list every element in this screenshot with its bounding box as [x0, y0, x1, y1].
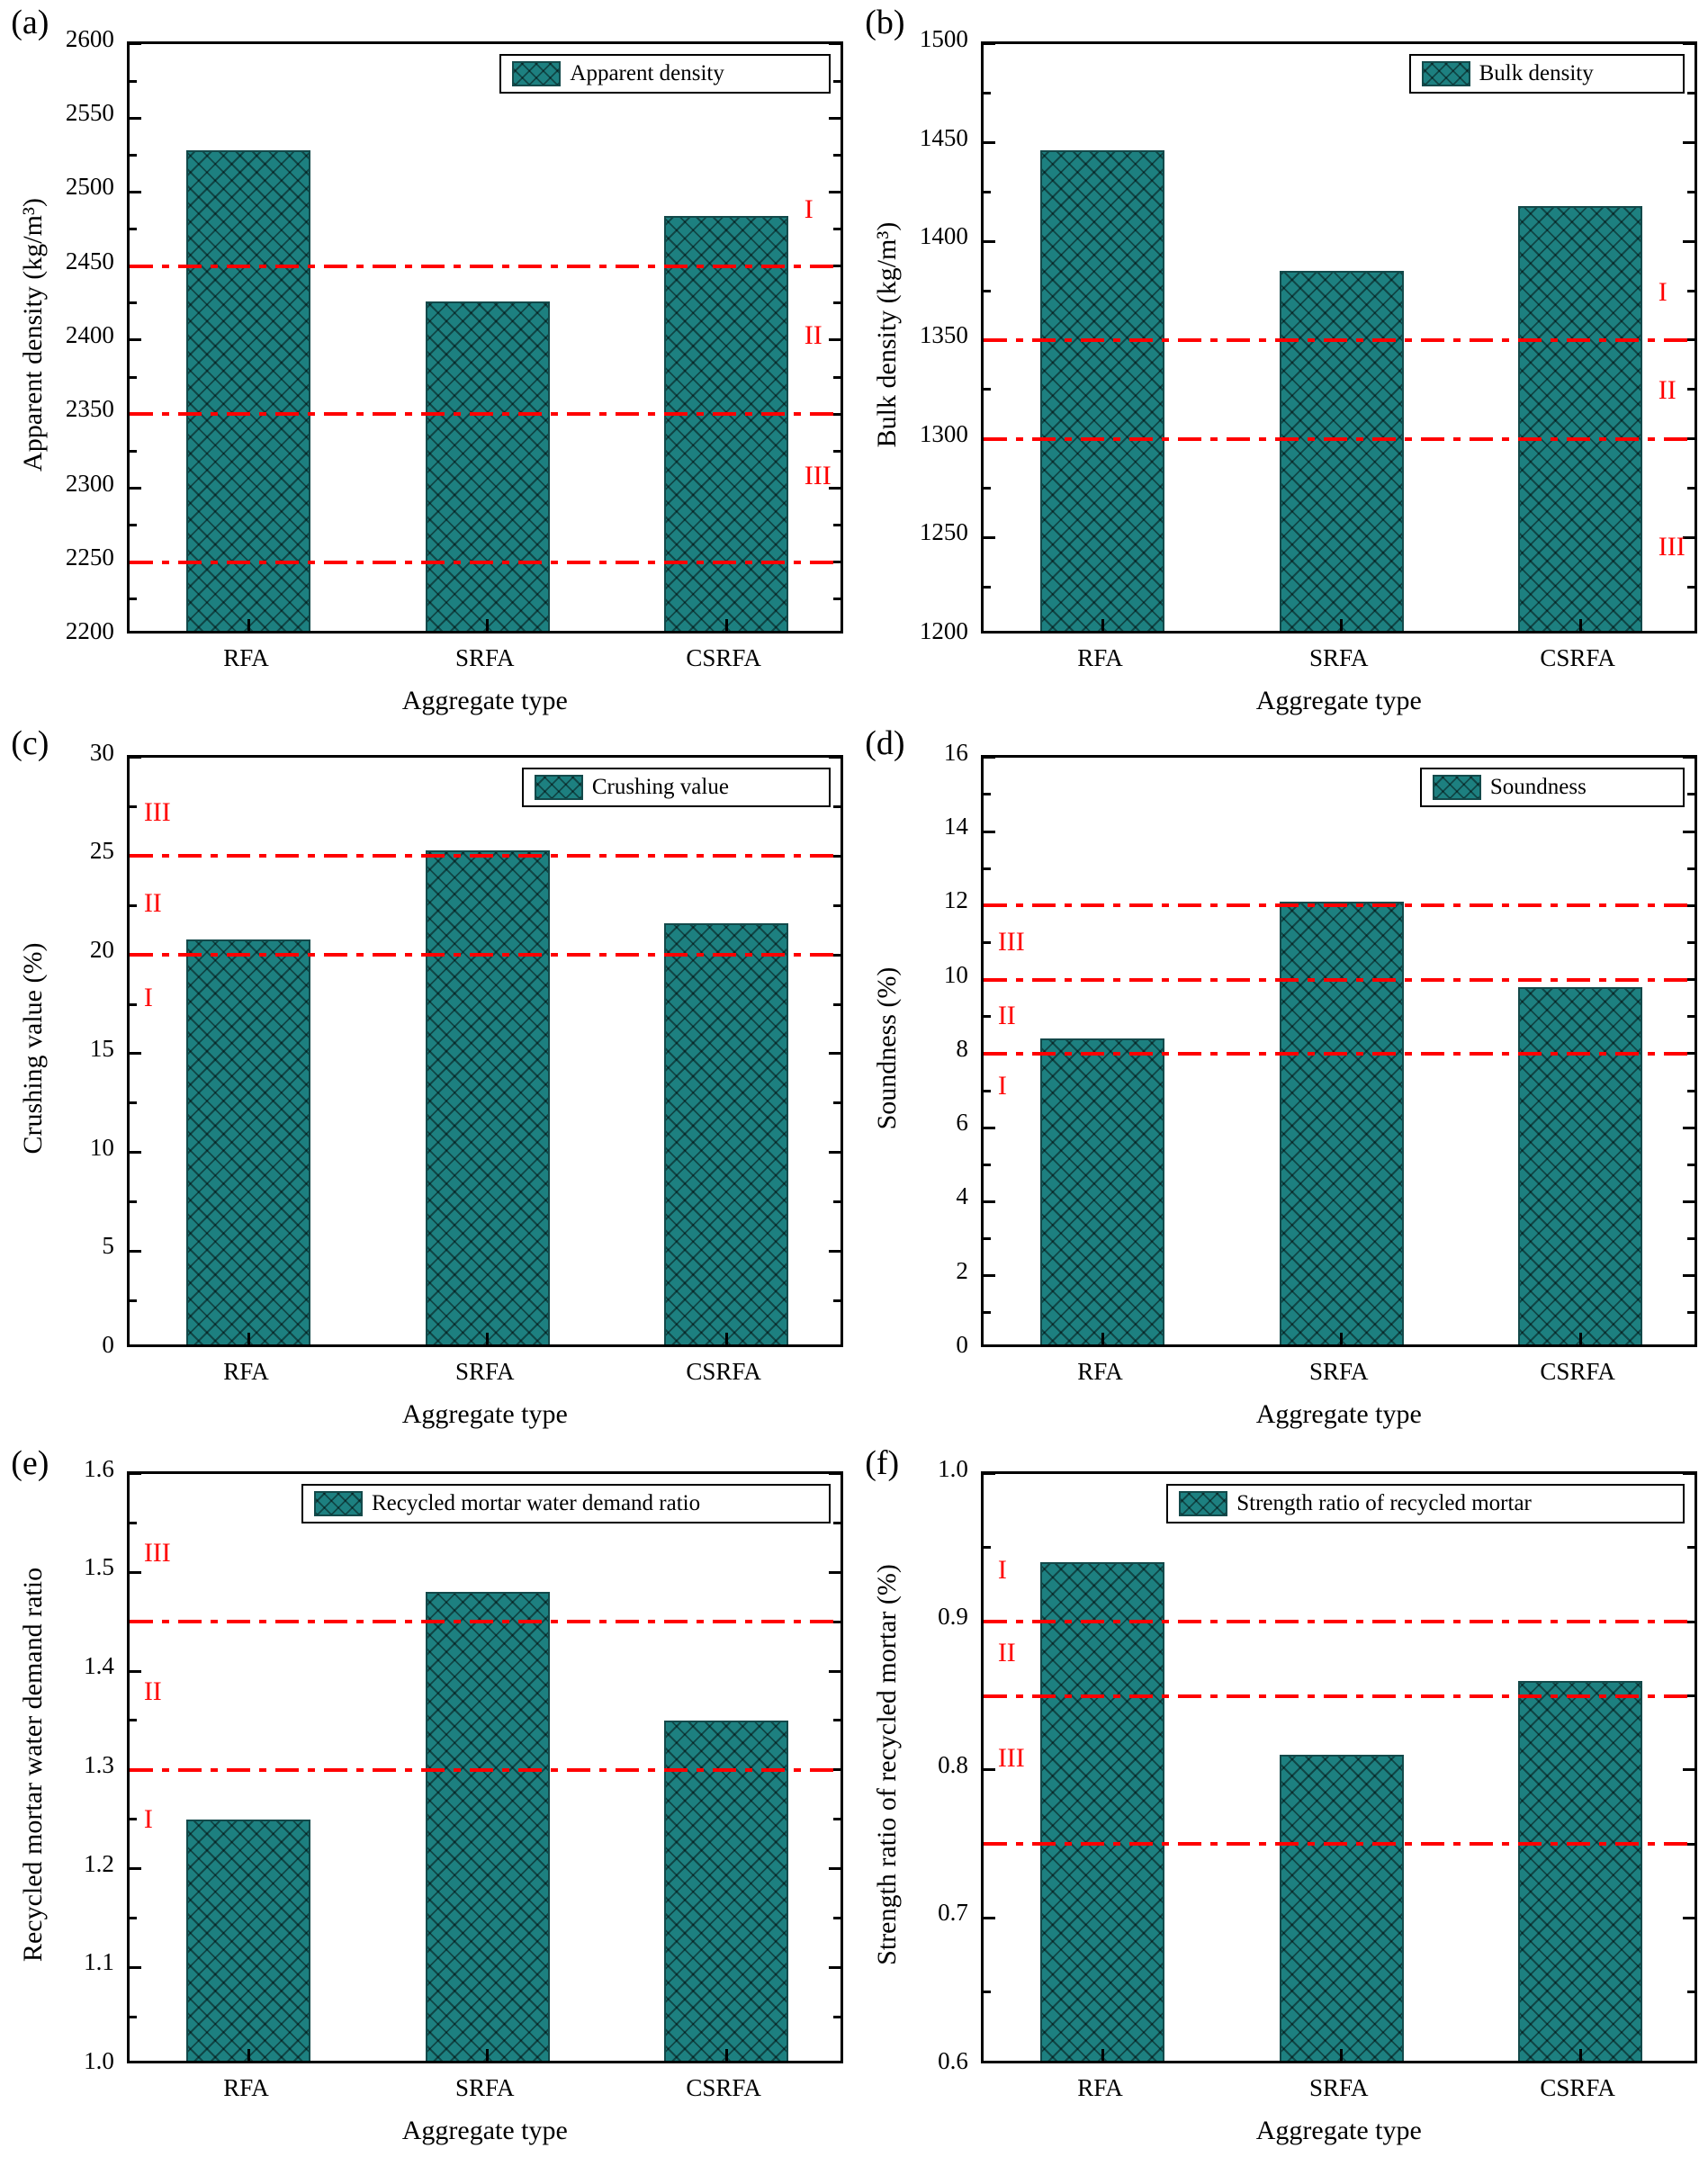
y-axis-title: Bulk density (kg/m³): [871, 221, 902, 448]
x-tick-label: CSRFA: [686, 644, 761, 672]
reference-line: [984, 1842, 1695, 1846]
y-tick-mark: [130, 1571, 141, 1574]
y-tick-mark: [130, 191, 141, 193]
y-tick-mark: [829, 1571, 841, 1574]
y-tick-mark: [130, 1472, 141, 1475]
bar: [426, 301, 550, 634]
y-minor-tick-mark: [1687, 191, 1695, 193]
y-axis-title: Soundness (%): [871, 966, 902, 1130]
y-minor-tick-mark: [1687, 1991, 1695, 1993]
x-tick-mark: [486, 1333, 489, 1344]
y-tick-label: 2500: [65, 173, 114, 201]
y-minor-tick-mark: [833, 1299, 841, 1302]
y-minor-tick-mark: [833, 805, 841, 808]
y-minor-tick-mark: [130, 1200, 137, 1203]
legend-swatch: [1433, 775, 1481, 800]
y-minor-tick-mark: [833, 2016, 841, 2018]
y-axis-title: Recycled mortar water demand ratio: [17, 1567, 48, 1962]
x-tick-mark: [725, 2049, 728, 2061]
panel-label: (a): [11, 4, 49, 42]
bar: [1518, 1681, 1642, 2063]
y-tick-mark: [829, 1052, 841, 1055]
x-tick-mark: [247, 2049, 250, 2061]
y-tick-label: 1500: [919, 24, 968, 52]
y-tick-mark: [1683, 1768, 1695, 1771]
y-tick-mark: [130, 487, 141, 490]
y-tick-mark: [984, 141, 995, 144]
y-tick-mark: [984, 756, 995, 759]
legend-label: Recycled mortar water demand ratio: [371, 1490, 701, 1515]
y-tick-label: 2200: [65, 617, 114, 645]
y-tick-label: 1.1: [84, 1948, 114, 1976]
legend-swatch: [1422, 61, 1470, 86]
y-minor-tick-mark: [984, 487, 991, 490]
y-tick-mark: [829, 1472, 841, 1475]
reference-line: [130, 854, 841, 858]
panel-label: (c): [11, 723, 49, 762]
reference-line: [130, 953, 841, 957]
x-tick-label: RFA: [223, 1357, 269, 1385]
panel-label: (d): [865, 723, 905, 762]
y-tick-label: 2400: [65, 321, 114, 348]
y-tick-label: 1.0: [938, 1454, 968, 1482]
y-tick-label: 10: [943, 960, 968, 988]
y-minor-tick-mark: [833, 376, 841, 379]
bar: [1280, 1755, 1404, 2063]
zone-label: II: [997, 1637, 1016, 1667]
y-minor-tick-mark: [130, 450, 137, 453]
x-tick-label: RFA: [223, 644, 269, 672]
y-minor-tick-mark: [1687, 1164, 1695, 1166]
bar: [1040, 1562, 1164, 2063]
y-minor-tick-mark: [1687, 1015, 1695, 1018]
y-tick-mark: [984, 536, 995, 539]
y-tick-mark: [984, 1472, 995, 1475]
y-tick-mark: [130, 1867, 141, 1870]
y-minor-tick-mark: [833, 524, 841, 526]
y-tick-label: 2550: [65, 99, 114, 127]
y-tick-label: 20: [89, 936, 114, 964]
y-tick-label: 1450: [919, 123, 968, 151]
y-tick-mark: [984, 1127, 995, 1129]
x-tick-label: CSRFA: [1540, 644, 1615, 672]
y-tick-mark: [984, 1200, 995, 1203]
y-tick-label: 2450: [65, 247, 114, 274]
y-tick-mark: [1683, 1127, 1695, 1129]
y-tick-mark: [829, 338, 841, 341]
y-minor-tick-mark: [984, 1237, 991, 1240]
y-tick-label: 2: [956, 1256, 968, 1284]
legend-label: Apparent density: [570, 60, 724, 85]
x-axis-title: Aggregate type: [1255, 686, 1422, 716]
y-tick-mark: [984, 42, 995, 45]
y-tick-label: 2350: [65, 395, 114, 423]
reference-line: [130, 561, 841, 564]
y-tick-label: 1.6: [84, 1454, 114, 1482]
y-minor-tick-mark: [984, 1311, 991, 1314]
y-minor-tick-mark: [130, 1818, 137, 1820]
y-minor-tick-mark: [984, 867, 991, 870]
y-tick-mark: [829, 1670, 841, 1673]
zone-label: I: [804, 194, 814, 225]
y-tick-label: 1.3: [84, 1750, 114, 1778]
y-tick-mark: [1683, 831, 1695, 833]
reference-line: [984, 437, 1695, 441]
y-axis-title: Apparent density (kg/m³): [17, 198, 48, 472]
y-tick-label: 1.5: [84, 1553, 114, 1581]
reference-line: [984, 338, 1695, 342]
y-minor-tick-mark: [130, 154, 137, 157]
y-tick-label: 2300: [65, 469, 114, 497]
y-minor-tick-mark: [984, 191, 991, 193]
y-tick-mark: [1683, 1917, 1695, 1919]
legend-swatch: [512, 61, 561, 86]
y-tick-label: 0.9: [938, 1603, 968, 1631]
reference-line: [130, 412, 841, 416]
y-minor-tick-mark: [1687, 1311, 1695, 1314]
bar: [1040, 150, 1164, 634]
bar: [664, 1721, 788, 2063]
y-minor-tick-mark: [984, 793, 991, 795]
x-tick-mark: [247, 1333, 250, 1344]
x-tick-label: RFA: [1077, 644, 1123, 672]
y-tick-mark: [1683, 141, 1695, 144]
panel-label: (f): [865, 1444, 900, 1483]
x-tick-mark: [1101, 619, 1104, 631]
y-tick-label: 1.4: [84, 1652, 114, 1680]
y-minor-tick-mark: [984, 1164, 991, 1166]
zone-label: III: [997, 926, 1025, 957]
reference-line: [130, 1620, 841, 1623]
x-tick-mark: [725, 619, 728, 631]
x-tick-label: CSRFA: [686, 1357, 761, 1385]
y-minor-tick-mark: [833, 1200, 841, 1203]
bar: [1280, 902, 1404, 1347]
x-axis-title: Aggregate type: [1255, 1398, 1422, 1429]
y-minor-tick-mark: [833, 228, 841, 230]
legend: [1409, 54, 1685, 94]
reference-line: [984, 903, 1695, 907]
y-tick-mark: [829, 756, 841, 759]
x-tick-label: SRFA: [1309, 644, 1369, 672]
legend: [1420, 768, 1685, 807]
x-axis-title: Aggregate type: [1255, 2115, 1422, 2145]
x-tick-mark: [1579, 1333, 1582, 1344]
legend-label: Strength ratio of recycled mortar: [1236, 1490, 1532, 1515]
x-axis-title: Aggregate type: [401, 1398, 568, 1429]
x-axis-title: Aggregate type: [401, 686, 568, 716]
legend-swatch: [1179, 1491, 1227, 1516]
zone-label: I: [143, 982, 153, 1012]
bar: [1518, 206, 1642, 634]
x-tick-label: CSRFA: [686, 2073, 761, 2101]
y-minor-tick-mark: [984, 1090, 991, 1092]
y-tick-label: 12: [943, 886, 968, 914]
plot-area: [981, 1471, 1697, 2063]
x-tick-mark: [1340, 619, 1343, 631]
y-tick-mark: [984, 831, 995, 833]
bar: [1518, 987, 1642, 1347]
y-minor-tick-mark: [1687, 487, 1695, 490]
x-tick-mark: [1101, 2049, 1104, 2061]
zone-label: I: [143, 1804, 153, 1835]
y-minor-tick-mark: [130, 1003, 137, 1006]
y-tick-label: 14: [943, 813, 968, 840]
zone-label: II: [997, 1000, 1016, 1030]
y-minor-tick-mark: [833, 154, 841, 157]
y-tick-mark: [984, 1274, 995, 1277]
y-minor-tick-mark: [984, 941, 991, 944]
plot-area: [981, 41, 1697, 634]
y-tick-mark: [829, 117, 841, 120]
zone-label: III: [143, 1537, 171, 1568]
zone-label: II: [1658, 375, 1677, 406]
y-tick-mark: [829, 1966, 841, 1969]
zone-label: III: [1658, 531, 1686, 562]
y-tick-label: 8: [956, 1034, 968, 1062]
y-tick-mark: [1683, 42, 1695, 45]
x-tick-mark: [486, 619, 489, 631]
y-tick-mark: [984, 1768, 995, 1771]
legend-label: Soundness: [1489, 774, 1587, 799]
y-minor-tick-mark: [1687, 1237, 1695, 1240]
x-tick-label: SRFA: [1309, 2073, 1369, 2101]
y-tick-label: 0.8: [938, 1750, 968, 1778]
zone-label: I: [997, 1071, 1007, 1101]
plot-area: [127, 1471, 843, 2063]
x-tick-mark: [725, 1333, 728, 1344]
reference-line: [130, 1768, 841, 1772]
y-tick-label: 1400: [919, 222, 968, 250]
y-minor-tick-mark: [1687, 388, 1695, 391]
y-tick-mark: [1683, 240, 1695, 243]
panel-label: (b): [865, 4, 905, 42]
y-minor-tick-mark: [130, 80, 137, 83]
bar: [186, 939, 310, 1347]
zone-label: III: [997, 1742, 1025, 1773]
y-minor-tick-mark: [130, 805, 137, 808]
y-tick-mark: [130, 1250, 141, 1253]
legend-swatch: [314, 1491, 363, 1516]
plot-area: [127, 41, 843, 634]
y-minor-tick-mark: [130, 301, 137, 304]
y-minor-tick-mark: [1687, 793, 1695, 795]
y-minor-tick-mark: [130, 1101, 137, 1104]
reference-line: [984, 1694, 1695, 1698]
y-minor-tick-mark: [984, 1546, 991, 1549]
x-tick-mark: [1340, 2049, 1343, 2061]
y-tick-mark: [1683, 1200, 1695, 1203]
y-minor-tick-mark: [833, 1101, 841, 1104]
zone-label: II: [804, 319, 823, 350]
reference-line: [984, 978, 1695, 982]
y-minor-tick-mark: [833, 1917, 841, 1919]
y-minor-tick-mark: [833, 1818, 841, 1820]
plot-area: [981, 755, 1697, 1347]
panel-label: (e): [11, 1444, 49, 1483]
y-minor-tick-mark: [833, 80, 841, 83]
y-minor-tick-mark: [1687, 941, 1695, 944]
x-tick-mark: [1101, 1333, 1104, 1344]
y-tick-mark: [829, 1250, 841, 1253]
zone-label: II: [143, 1676, 162, 1706]
y-tick-label: 0: [102, 1330, 114, 1358]
bar: [186, 1820, 310, 2063]
x-tick-mark: [1579, 619, 1582, 631]
reference-line: [984, 1620, 1695, 1623]
y-tick-label: 1.0: [84, 2046, 114, 2074]
legend-swatch: [535, 775, 583, 800]
y-tick-mark: [829, 1151, 841, 1154]
legend: [522, 768, 831, 807]
y-tick-label: 5: [102, 1232, 114, 1260]
y-tick-mark: [1683, 756, 1695, 759]
y-tick-mark: [984, 240, 995, 243]
y-minor-tick-mark: [1687, 586, 1695, 589]
y-tick-mark: [130, 1151, 141, 1154]
y-tick-label: 1350: [919, 321, 968, 348]
legend-label: Crushing value: [591, 774, 729, 799]
y-tick-mark: [130, 1966, 141, 1969]
y-tick-mark: [1683, 1472, 1695, 1475]
y-tick-label: 0: [956, 1330, 968, 1358]
y-tick-mark: [130, 117, 141, 120]
y-minor-tick-mark: [130, 2016, 137, 2018]
y-tick-label: 10: [89, 1133, 114, 1161]
x-tick-mark: [1579, 2049, 1582, 2061]
y-minor-tick-mark: [984, 92, 991, 94]
y-minor-tick-mark: [833, 1003, 841, 1006]
x-tick-label: RFA: [1077, 2073, 1123, 2101]
y-minor-tick-mark: [130, 228, 137, 230]
y-tick-label: 25: [89, 837, 114, 865]
zone-label: II: [143, 887, 162, 918]
bar: [664, 923, 788, 1347]
y-minor-tick-mark: [130, 1299, 137, 1302]
y-tick-label: 1.2: [84, 1849, 114, 1877]
y-tick-mark: [984, 1917, 995, 1919]
y-minor-tick-mark: [984, 388, 991, 391]
y-minor-tick-mark: [130, 1917, 137, 1919]
y-tick-label: 2600: [65, 24, 114, 52]
zone-label: I: [1658, 276, 1668, 307]
y-tick-label: 0.6: [938, 2046, 968, 2074]
y-tick-label: 16: [943, 738, 968, 766]
y-tick-mark: [130, 42, 141, 45]
y-tick-mark: [130, 338, 141, 341]
y-tick-mark: [130, 756, 141, 759]
y-minor-tick-mark: [130, 376, 137, 379]
y-tick-mark: [829, 42, 841, 45]
legend: [301, 1484, 831, 1523]
y-minor-tick-mark: [833, 904, 841, 907]
y-minor-tick-mark: [984, 1991, 991, 1993]
plot-area: [127, 755, 843, 1347]
y-axis-title: Strength ratio of recycled mortar (%): [871, 1563, 902, 1965]
y-minor-tick-mark: [130, 1522, 137, 1524]
zone-label: I: [997, 1554, 1007, 1585]
x-tick-label: RFA: [1077, 1357, 1123, 1385]
y-minor-tick-mark: [1687, 290, 1695, 292]
y-tick-label: 4: [956, 1182, 968, 1210]
y-minor-tick-mark: [833, 301, 841, 304]
y-minor-tick-mark: [130, 598, 137, 600]
reference-line: [984, 1052, 1695, 1056]
legend: [499, 54, 830, 94]
bar: [1280, 271, 1404, 634]
legend-label: Bulk density: [1479, 60, 1594, 85]
y-minor-tick-mark: [984, 586, 991, 589]
y-minor-tick-mark: [833, 598, 841, 600]
y-tick-label: 1300: [919, 419, 968, 447]
y-tick-label: 0.7: [938, 1899, 968, 1927]
y-tick-label: 1200: [919, 617, 968, 645]
bar: [426, 1592, 550, 2063]
y-minor-tick-mark: [130, 1719, 137, 1721]
zone-label: III: [804, 461, 832, 491]
y-tick-mark: [829, 191, 841, 193]
y-minor-tick-mark: [833, 450, 841, 453]
y-tick-label: 15: [89, 1034, 114, 1062]
y-tick-mark: [130, 1052, 141, 1055]
y-tick-label: 1250: [919, 518, 968, 546]
y-tick-label: 6: [956, 1109, 968, 1137]
x-tick-label: CSRFA: [1540, 2073, 1615, 2101]
y-minor-tick-mark: [130, 524, 137, 526]
y-minor-tick-mark: [1687, 867, 1695, 870]
x-tick-label: RFA: [223, 2073, 269, 2101]
bar: [426, 850, 550, 1347]
x-tick-label: SRFA: [455, 644, 515, 672]
y-minor-tick-mark: [833, 1719, 841, 1721]
legend: [1166, 1484, 1685, 1523]
y-tick-mark: [829, 1867, 841, 1870]
y-minor-tick-mark: [1687, 1090, 1695, 1092]
x-tick-label: SRFA: [455, 1357, 515, 1385]
x-tick-mark: [486, 2049, 489, 2061]
reference-line: [130, 265, 841, 268]
y-tick-mark: [130, 1670, 141, 1673]
x-tick-mark: [247, 619, 250, 631]
y-minor-tick-mark: [1687, 92, 1695, 94]
x-tick-label: SRFA: [1309, 1357, 1369, 1385]
y-minor-tick-mark: [833, 1522, 841, 1524]
y-tick-label: 30: [89, 738, 114, 766]
y-axis-title: Crushing value (%): [17, 942, 48, 1155]
y-minor-tick-mark: [1687, 1546, 1695, 1549]
x-tick-label: CSRFA: [1540, 1357, 1615, 1385]
y-tick-mark: [1683, 1274, 1695, 1277]
zone-label: III: [143, 796, 171, 827]
y-minor-tick-mark: [130, 904, 137, 907]
y-tick-label: 2250: [65, 543, 114, 571]
x-tick-label: SRFA: [455, 2073, 515, 2101]
y-minor-tick-mark: [984, 1015, 991, 1018]
y-minor-tick-mark: [984, 290, 991, 292]
bar: [1040, 1038, 1164, 1347]
x-tick-mark: [1340, 1333, 1343, 1344]
x-axis-title: Aggregate type: [401, 2115, 568, 2145]
bar: [664, 216, 788, 634]
